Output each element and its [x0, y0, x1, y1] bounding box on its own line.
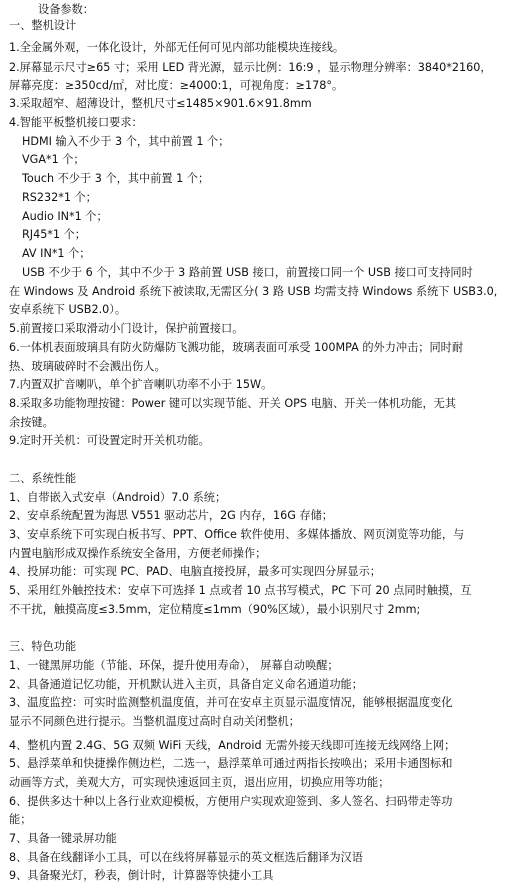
- s3-item-7: 7、具备一键录屏功能: [9, 832, 117, 845]
- s3-item-6-cont: 能；: [9, 813, 32, 826]
- s1-port-touch: Touch 不少于 3 个，其中前置 1 个；: [22, 172, 210, 185]
- s3-item-9: 9、具备聚光灯，秒表，倒计时，计算器等快捷小工具: [9, 869, 274, 882]
- s2-item-1: 1、自带嵌入式安卓（Android）7.0 系统；: [9, 491, 227, 504]
- s1-port-vga: VGA*1 个；: [22, 153, 85, 166]
- s1-item-3: 3.采取超窄、超薄设计，整机尺寸≤1485×901.6×91.8mm: [9, 97, 312, 110]
- s1-port-av: AV IN*1 个；: [22, 247, 91, 260]
- s1-item-9: 9.定时开关机：可设置定时开关机功能。: [9, 434, 210, 447]
- s3-item-5-cont: 动画等方式，美观大方，可实现快速返回主页，退出应用，切换应用等功能；: [9, 776, 390, 789]
- s1-port-rj45: RJ45*1 个；: [22, 228, 86, 241]
- s3-item-8: 8、具备在线翻译小工具，可以在线将屏幕显示的英文框选后翻译为汉语: [9, 851, 363, 864]
- s3-item-5: 5、悬浮菜单和快捷操作侧边栏，二选一，悬浮菜单可通过两指长按唤出；采用卡通图标和: [9, 757, 453, 770]
- section2-heading: 二、系统性能: [9, 472, 77, 485]
- s2-item-5: 5、采用红外触控技术：安卓下可选择 1 点或者 10 点书写模式，PC 下可 20 点同时触摸，互: [9, 584, 472, 597]
- s3-item-4: 4、整机内置 2.4G、5G 双频 WiFi 天线，Android 无需外接天线即可连接无线网络上网；: [9, 739, 456, 752]
- s1-item-6-cont: 热、玻璃破碎时不会溅出伤人。: [9, 360, 166, 373]
- s2-item-5-cont: 不干扰，触摸高度≤3.5mm，定位精度≤1mm（90%区域），最小识别尺寸 2mm;: [9, 603, 421, 616]
- s3-item-3: 3、温度监控：可实时监测整机温度值，并可在安卓主页显示温度情况，能够根据温度变化: [9, 696, 453, 709]
- s3-item-6: 6、提供多达十种以上各行业欢迎模板，方便用户实现欢迎签到、多人签名、扫码带走等功: [9, 795, 453, 808]
- s1-item-8-cont: 余按键。: [9, 416, 54, 429]
- s1-port-usb-cont2: 安卓系统下 USB2.0）。: [9, 303, 127, 316]
- section1-heading: 一、整机设计: [9, 19, 77, 32]
- s1-item-8: 8.采取多功能物理按键：Power 键可以实现节能、开关 OPS 电脑、开关一体机功能，无其: [9, 397, 457, 410]
- doc-title: 设备参数：: [38, 3, 94, 16]
- s1-item-7: 7.内置双扩音喇叭，单个扩音喇叭功率不小于 15W。: [9, 378, 273, 391]
- s1-item-5: 5.前置接口采取滑动小门设计，保护前置接口。: [9, 322, 244, 335]
- s1-item-1: 1.全金属外观，一体化设计，外部无任何可见内部功能模块连接线。: [9, 41, 345, 54]
- s3-item-1: 1、一键黑屏功能（节能、环保，提升使用寿命）， 屏幕自动唤醒；: [9, 659, 339, 672]
- s1-port-usb-cont: 在 Windows 及 Android 系统下被读取,无需区分( 3 路 USB 均需支持 Windows 系统下 USB3.0,: [9, 285, 498, 298]
- s2-item-2: 2、安卓系统配置为海思 V551 驱动芯片，2G 内存，16G 存储；: [9, 509, 333, 522]
- s3-item-3-cont: 显示不同颜色进行提示。当整机温度过高时自动关闭整机；: [9, 715, 300, 728]
- section3-heading: 三、特色功能: [9, 640, 77, 653]
- s2-item-3-cont: 内置电脑形成双操作系统安全备用，方便老师操作；: [9, 547, 267, 560]
- s2-item-4: 4、投屏功能：可实现 PC、PAD、电脑直接投屏，最多可实现四分屏显示；: [9, 565, 381, 578]
- s1-item-4: 4.智能平板整机接口要求：: [9, 116, 143, 129]
- s1-port-usb: USB 不少于 6 个，其中不少于 3 路前置 USB 接口，前置接口同一个 USB 接口可支持同时: [22, 266, 473, 279]
- s1-item-2: 2.屏幕显示尺寸≥65 寸；采用 LED 背光源，显示比例：16:9 ，显示物理分辨率：3840*2160，: [9, 61, 492, 74]
- s1-port-hdmi: HDMI 输入不少于 3 个，其中前置 1 个；: [22, 135, 230, 148]
- s1-item-2-cont: 屏幕亮度：≥350cd/㎡，对比度：≥4000:1，可视角度：≥178°。: [9, 79, 344, 92]
- s2-item-3: 3、安卓系统下可实现白板书写、PPT、Office 软件使用、多媒体播放、网页浏览等功能，与: [9, 528, 465, 541]
- s3-item-2: 2、具备通道记忆功能，开机默认进入主页，具备自定义命名通道功能；: [9, 678, 363, 691]
- s1-item-6: 6.一体机表面玻璃具有防火防爆防飞溅功能，玻璃表面可承受 100MPA 的外力冲击；同时耐: [9, 341, 464, 354]
- s1-port-rs232: RS232*1 个；: [22, 191, 97, 204]
- s1-port-audio: Audio IN*1 个；: [22, 210, 108, 223]
